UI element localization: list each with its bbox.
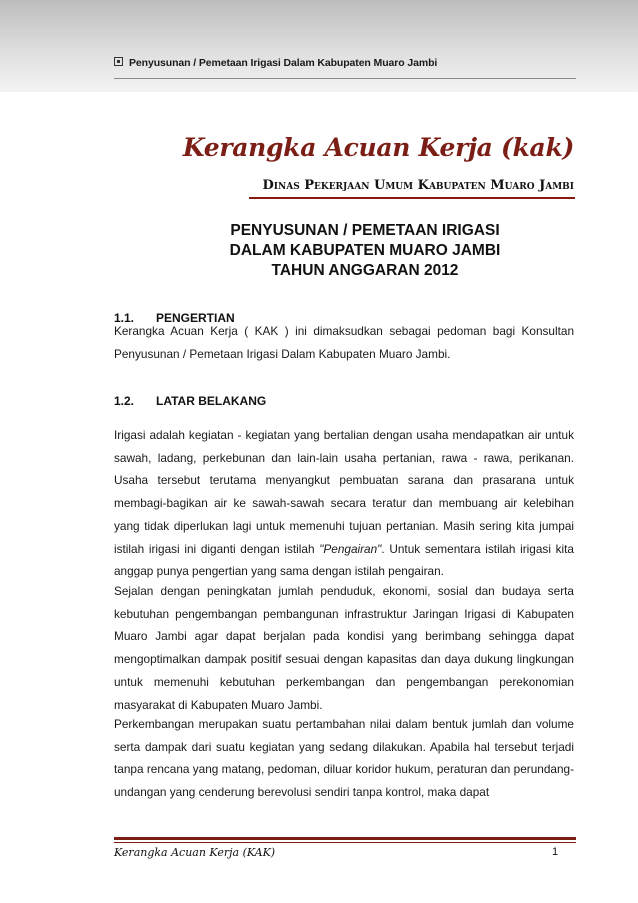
- header-divider: [114, 78, 576, 79]
- project-title-line-2: DALAM KABUPATEN MUARO JAMBI: [229, 242, 501, 259]
- paragraph-sejalan: Sejalan dengan peningkatan jumlah penduduk, ekonomi, sosial dan budaya serta kebutuhan pengembangan pembangunan infrastruktur Jaringan Irigasi di Kabupaten Muaro Jambi agar dapat berjalan pada kondisi yang berimbang sehingga dapat mengoptimalkan dampak positif sesuai dengan kapasitas dan daya dukung lingkungan untuk memenuhi kebutuhan perkembangan dan pengembangan perekonomian masyarakat di Kabupaten Muaro Jambi.: [114, 584, 574, 712]
- document-title: Kerangka Acuan Kerja (kak): [182, 133, 574, 162]
- footer-divider-thick: [114, 837, 576, 840]
- project-title: [114, 221, 576, 281]
- page-number: 1: [552, 846, 559, 858]
- emphasis-pengairan: "Pengairan": [319, 541, 382, 556]
- running-header-text: Penyusunan / Pemetaan Irigasi Dalam Kabupaten Muaro Jambi: [129, 57, 438, 69]
- paragraph-perkembangan: Perkembangan merupakan suatu pertambahan nilai dalam bentuk jumlah dan volume serta dampak dari suatu kegiatan yang sedang dilakukan. Apabila hal tersebut terjadi tanpa rencana yang matang, pedoman, diluar koridor hukum, peraturan dan perundang-undangan yang cenderung berevolusi sendiri tanpa kontrol, maka dapat: [114, 717, 574, 800]
- paragraph-pengertian: Kerangka Acuan Kerja ( KAK ) ini dimaksudkan sebagai pedoman bagi Konsultan Penyusunan / Pemetaan Irigasi Dalam Kabupaten Muaro Jambi.: [114, 324, 574, 361]
- running-header: [114, 57, 437, 69]
- project-title-line-3: TAHUN ANGGARAN 2012: [271, 262, 459, 279]
- document-subtitle: Dinas Pekerjaan Umum Kabupaten Muaro Jambi: [262, 178, 574, 193]
- paragraph-text: . Untuk sementara istilah irigasi kita anggap punya pengertian yang sama dengan istilah pengairan.: [114, 541, 574, 579]
- bullet-square-icon: [114, 57, 123, 66]
- section-heading-latar-belakang: [114, 394, 266, 408]
- section-number: 1.2.: [114, 394, 135, 408]
- paragraph-irigasi: [114, 424, 574, 583]
- footer-divider-thin: [114, 842, 576, 843]
- title-divider: [249, 197, 575, 199]
- section-title: LATAR BELAKANG: [156, 394, 267, 408]
- paragraph-text: Irigasi adalah kegiatan - kegiatan yang bertalian dengan usaha mendapatkan air untuk sawah, ladang, perkebunan dan lain-lain usaha pertanian, rawa - rawa, perikanan. Usaha tersebut terutama menyangkut pembuatan sarana dan prasarana untuk membagi-bagikan air ke sawah-sawah secara teratur dan membuang air kelebihan yang tidak diperlukan lagi untuk memenuhi tujuan pertanian. Masih sering kita jumpai istilah irigasi ini diganti dengan istilah: [114, 428, 574, 556]
- footer-title: Kerangka Acuan Kerja (KAK): [114, 846, 276, 859]
- project-title-line-1: PENYUSUNAN / PEMETAAN IRIGASI: [230, 222, 500, 239]
- section-title: PENGERTIAN: [156, 311, 235, 325]
- section-number: 1.1.: [114, 311, 135, 325]
